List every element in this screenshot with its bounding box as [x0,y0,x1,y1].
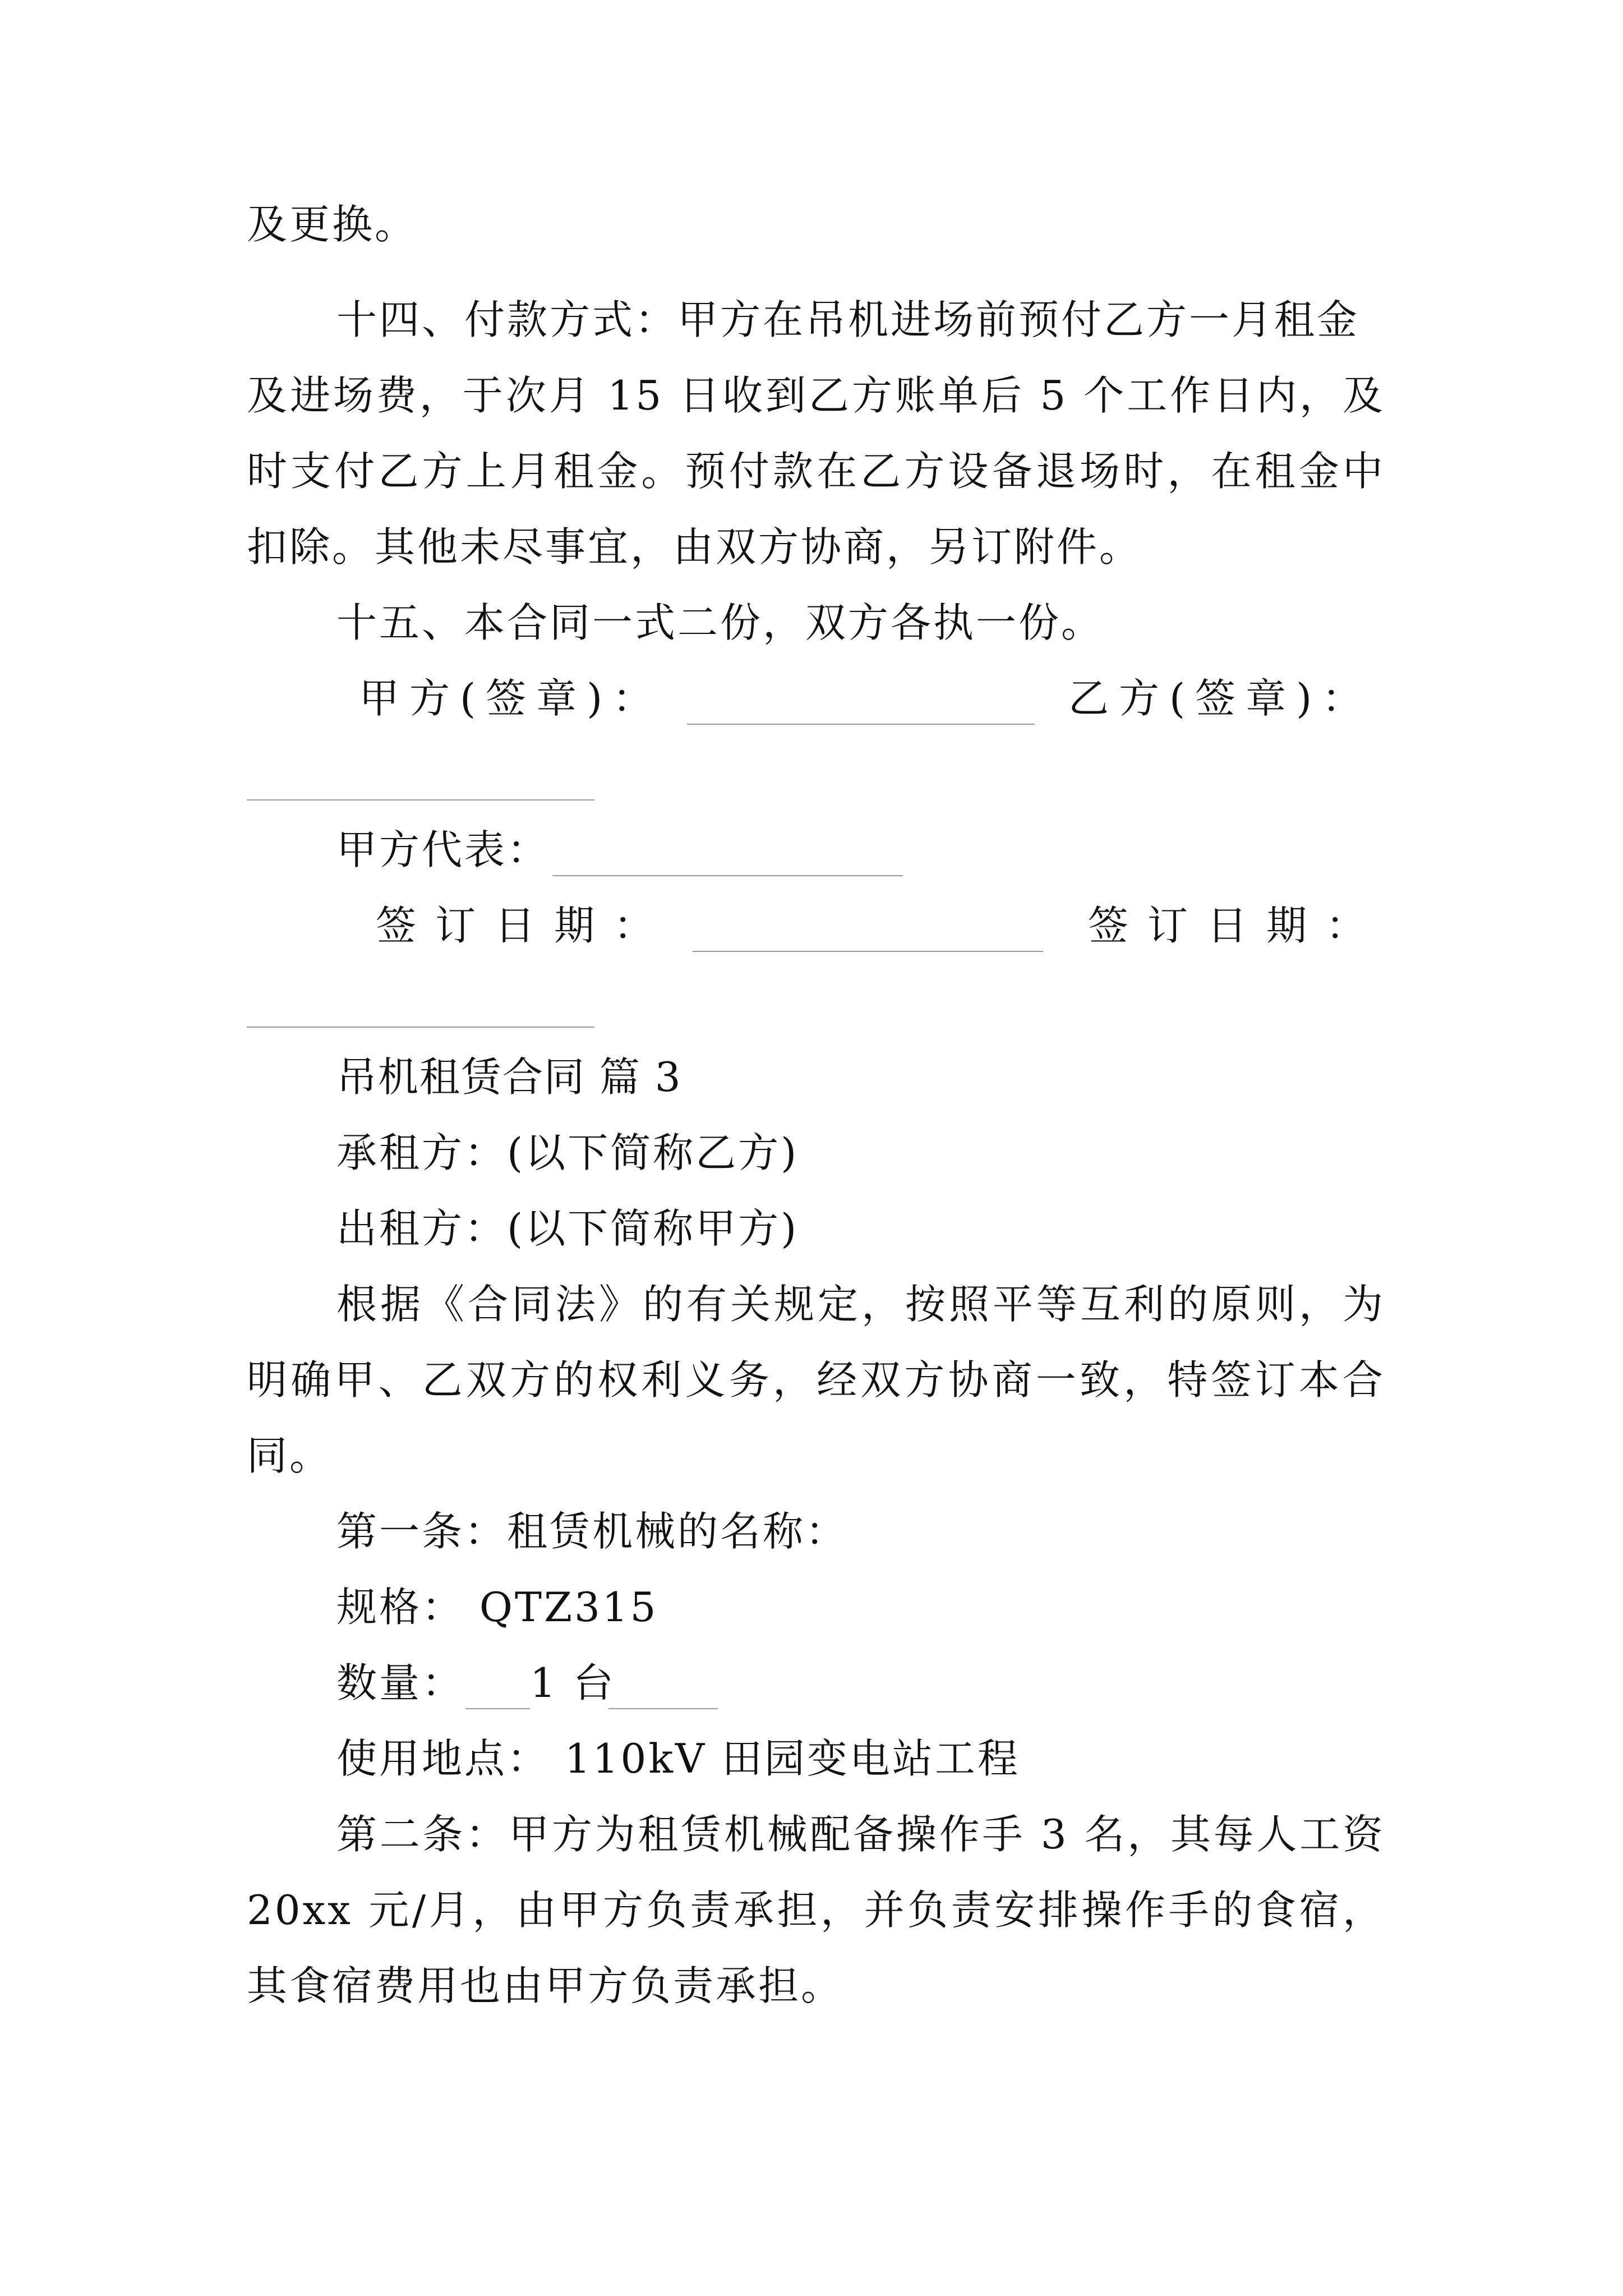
paragraph-line: 明确甲、乙双方的权利义务，经双方协商一致，特签订本合 [247,1356,1385,1404]
party-b-signature-blank[interactable] [247,799,594,800]
paragraph-line: 及更换。 [247,201,418,248]
signing-date-b-label: 签订日期： [1088,902,1386,949]
lessor-line: 出租方：(以下简称甲方) [336,1205,799,1252]
section-title: 吊机租赁合同 篇 3 [336,1053,682,1101]
signing-date-a-label: 签订日期： [376,902,674,949]
quantity-label: 数量： [336,1659,465,1706]
signing-date-b-blank[interactable] [247,1027,594,1028]
signing-date-a-blank[interactable] [693,951,1043,952]
party-a-rep-blank[interactable] [552,875,903,876]
party-b-signature-label: 乙方(签章)： [1068,675,1373,722]
paragraph-line: 第二条：甲方为租赁机械配备操作手 3 名，其每人工资 [336,1811,1385,1858]
paragraph-line: 十四、付款方式：甲方在吊机进场前预付乙方一月租金 [336,296,1360,343]
article-1-line: 第一条：租赁机械的名称： [336,1508,849,1555]
paragraph-line: 20xx 元/月，由甲方负责承担，并负责安排操作手的食宿， [247,1887,1385,1934]
lessee-line: 承租方：(以下简称乙方) [336,1129,799,1176]
paragraph-line: 及进场费，于次月 15 日收到乙方账单后 5 个工作日内，及 [247,372,1385,419]
location-line: 使用地点： 110kV 田园变电站工程 [336,1735,1020,1782]
paragraph-line: 扣除。其他未尽事宜，由双方协商，另订附件。 [247,523,1142,570]
party-a-signature-label: 甲方(签章)： [359,675,663,722]
spec-line: 规格： QTZ315 [336,1584,658,1631]
paragraph-line: 其食宿费用也由甲方负责承担。 [247,1962,844,2009]
quantity-blank-right [608,1708,718,1709]
paragraph-line: 根据《合同法》的有关规定，按照平等互利的原则，为 [336,1281,1385,1328]
quantity-value: 1 台 [530,1659,616,1706]
party-a-signature-blank[interactable] [687,724,1035,725]
quantity-blank-left [465,1708,530,1709]
paragraph-line: 时支付乙方上月租金。预付款在乙方设备退场时，在租金中 [247,448,1385,495]
paragraph-line: 十五、本合同一式二份，双方各执一份。 [336,599,1104,646]
party-a-rep-label: 甲方代表： [336,826,550,873]
paragraph-line: 同。 [247,1432,333,1479]
